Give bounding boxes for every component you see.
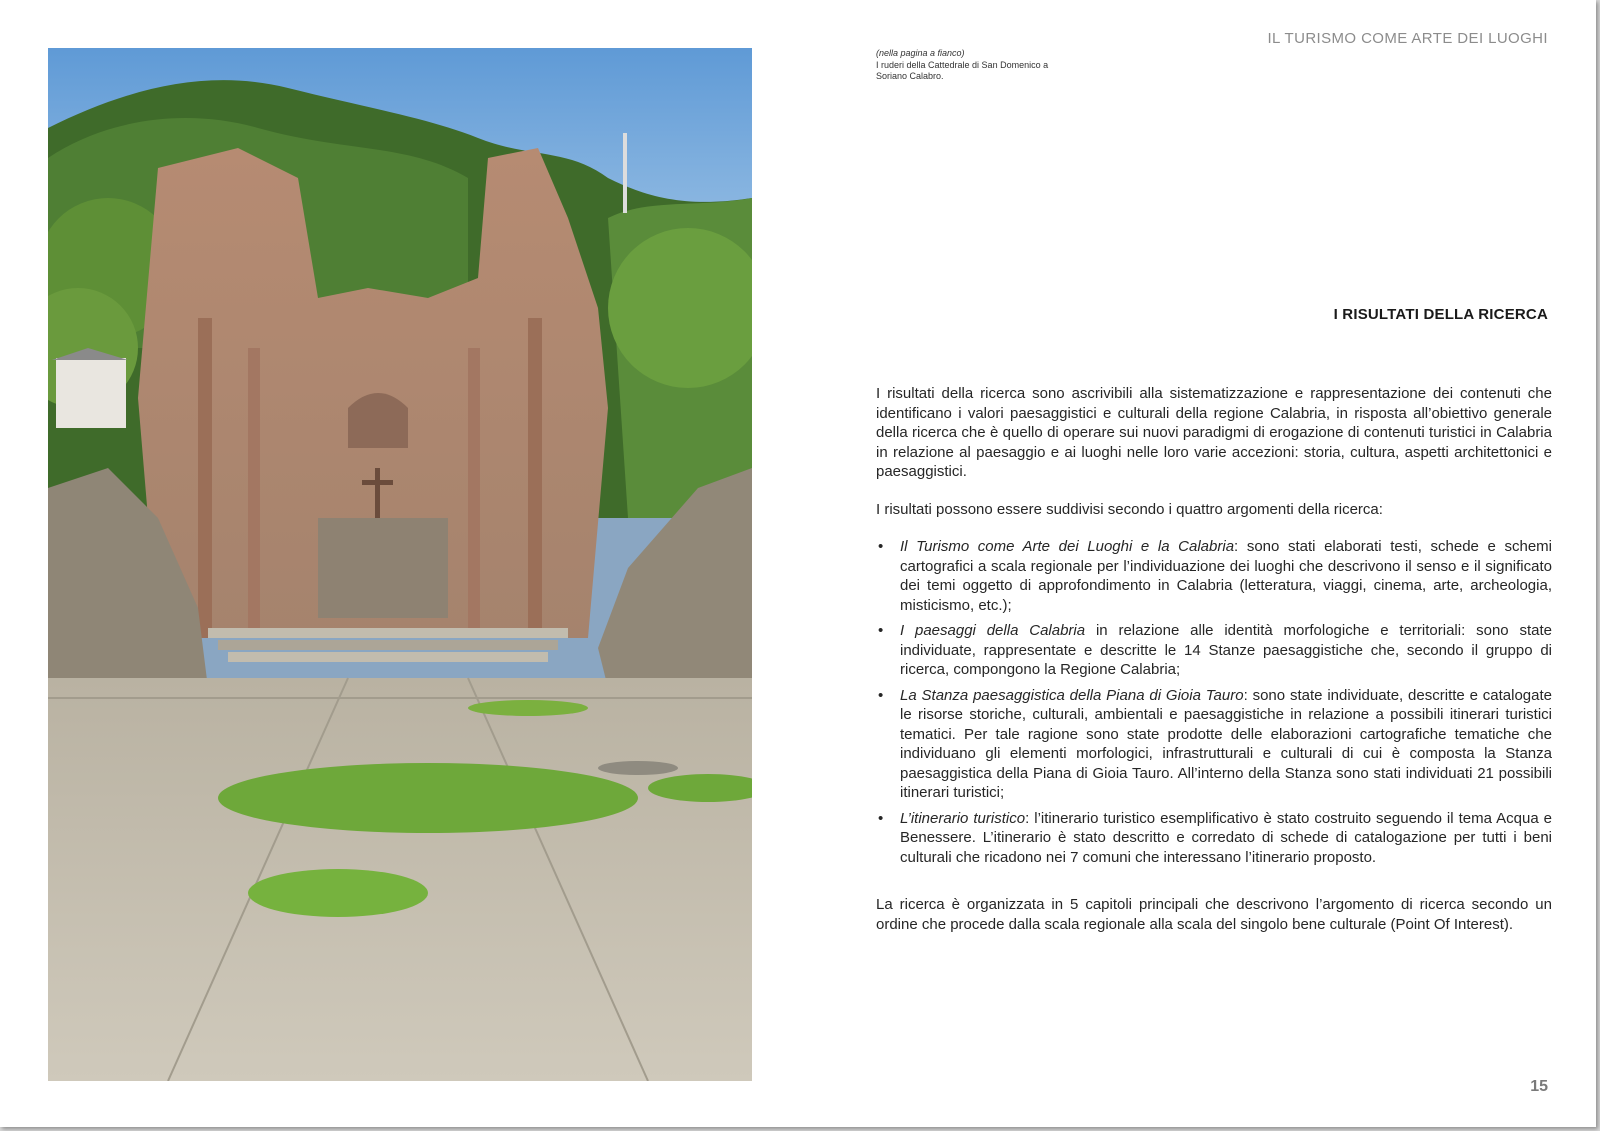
list-item-title: Il Turismo come Arte dei Luoghi e la Calabria	[900, 538, 1235, 555]
caption-note: (nella pagina a fianco)	[876, 48, 965, 58]
photo-illustration	[48, 48, 752, 1081]
section-title: I RISULTATI DELLA RICERCA	[1333, 306, 1548, 323]
closing-paragraph: La ricerca è organizzata in 5 capitoli principali che descrivono l’argomento di ricerca secondo un ordine che procede dalla scala regionale alla scala del singolo bene culturale (Point Of Interest).	[876, 896, 1552, 933]
lead-paragraph: I risultati possono essere suddivisi secondo i quattro argomenti della ricerca:	[876, 500, 1383, 518]
list-item	[876, 621, 1552, 680]
list-item-text: : sono state individuate, descritte e catalogate le risorse storiche, culturali, ambientali e paesaggistiche in relazione a possibili itinerari turistici tematici. Per tale ragione sono state prodotte delle elaborazioni cartografiche tematiche che individuano gli elementi morfologici, infrastrutturali e culturali di cui è composta la Stanza paesaggistica della Piana di Gioia Tauro. All’interno della Stanza sono stati individuati 21 possibili itinerari turistici;	[900, 686, 1552, 801]
list-item-text: in relazione alle identità morfologiche e territoriali: sono state individuate, rappresentate e descritte le 14 Stanze paesaggistiche che, secondo il gruppo di ricerca, compongono la Regione Calabria;	[900, 622, 1552, 678]
running-header: IL TURISMO COME ARTE DEI LUOGHI	[1267, 30, 1548, 47]
photo-caption	[876, 48, 1076, 83]
list-item	[876, 686, 1552, 803]
cathedral-ruins-photo	[48, 48, 752, 1081]
list-item-text: : sono stati elaborati testi, schede e schemi cartografici a scala regionale per l’individuazione dei luoghi che descrivono il senso e il significato dei temi oggetto di approfondimento in Calabria (letteratura, viaggi, cinema, arte, archeologia, misticismo, etc.);	[900, 538, 1552, 614]
intro-paragraph: I risultati della ricerca sono ascrivibili alla sistematizzazione e rappresentazione dei contenuti che identificano i valori paesaggistici e culturali della regione Calabria, in risposta all’obiettivo generale della ricerca che è quello di operare sui nuovi paradigmi di erogazione di contenuti turistici in Calabria in relazione al paesaggio e ai luoghi nelle loro varie accezioni: storia, cultura, aspetti architettonici e paesaggistici.	[876, 385, 1552, 480]
caption-text: I ruderi della Cattedrale di San Domenico a Soriano Calabro.	[876, 59, 1049, 81]
list-item-title: I paesaggi della Calabria	[900, 622, 1086, 639]
list-item-title: La Stanza paesaggistica della Piana di Gioia Tauro	[900, 686, 1244, 704]
bullet-glyph: •	[878, 538, 884, 555]
results-list	[876, 537, 1552, 867]
list-item-title: L’itinerario turistico	[900, 809, 1026, 827]
list-item	[876, 537, 1552, 615]
bullet-glyph: •	[878, 809, 884, 827]
bullet-glyph: •	[878, 686, 884, 704]
bullet-glyph: •	[878, 622, 884, 639]
list-item	[876, 809, 1552, 868]
page-number: 15	[1530, 1078, 1548, 1095]
body-text	[876, 384, 1552, 952]
list-item-text: : l’itinerario turistico esemplificativo è stato costruito seguendo il tema Acqua e Benessere. L’itinerario è stato descritto e corredato di schede di catalogazione per tutti i beni culturali che ricadono nei 7 comuni che interessano l’itinerario proposto.	[900, 809, 1552, 866]
